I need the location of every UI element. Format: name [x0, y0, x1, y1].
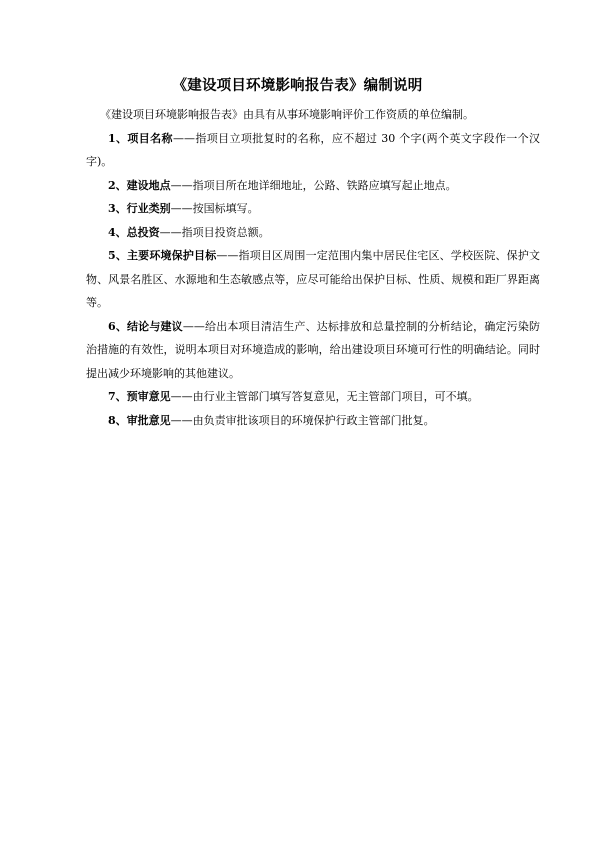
- item-term: 7、预审意见: [108, 390, 171, 403]
- item-preliminary-review: [86, 385, 540, 409]
- item-conclusions: [86, 315, 540, 386]
- item-construction-site: [86, 174, 540, 198]
- item-approval: [86, 409, 540, 433]
- document-title: 《建设项目环境影响报告表》编制说明: [172, 78, 423, 94]
- item-text: ——由负责审批该项目的环境保护行政主管部门批复。: [170, 413, 435, 427]
- item-text: ——按国标填写。: [170, 202, 259, 215]
- item-text: ——由行业主管部门填写答复意见，无主管部门项目，可不填。: [170, 390, 479, 403]
- item-term: 6、结论与建议: [108, 319, 183, 333]
- item-text: ——指项目所在地详细地址，公路、铁路应填写起止地点。: [170, 178, 457, 192]
- document-body: [86, 103, 540, 432]
- item-protection-targets: [86, 244, 540, 315]
- item-text: ——给出本项目清洁生产、达标排放和总量控制的分析结论，确定污染防治措施的有效性，说明本项目对环境造成的影响，给出建设项目环境可行性的明确结论。同时提出减少环境影响的其他建议。: [86, 319, 541, 380]
- item-term: 2、建设地点: [108, 178, 171, 192]
- item-term: 1、项目名称: [108, 131, 173, 145]
- item-text: ——指项目立项批复时的名称，应不超过 30 个字(两个英文字段作一个汉字)。: [86, 131, 540, 168]
- item-term: 8、审批意见: [108, 413, 171, 427]
- item-text: ——指项目投资总额。: [159, 225, 270, 239]
- item-project-name: [86, 127, 540, 174]
- item-total-investment: [86, 221, 540, 245]
- item-term: 5、主要环境保护目标: [108, 249, 217, 262]
- item-text: ——指项目区周围一定范围内集中居民住宅区、学校医院、保护文物、风景名胜区、水源地和生态敏感点等，应尽可能给出保护目标、性质、规模和距厂界距离等。: [86, 249, 541, 309]
- item-industry-category: [86, 197, 540, 221]
- intro-paragraph: 《建设项目环境影响报告表》由具有从事环境影响评价工作资质的单位编制。: [100, 108, 474, 121]
- item-term: 3、行业类别: [108, 202, 171, 215]
- item-term: 4、总投资: [108, 225, 160, 239]
